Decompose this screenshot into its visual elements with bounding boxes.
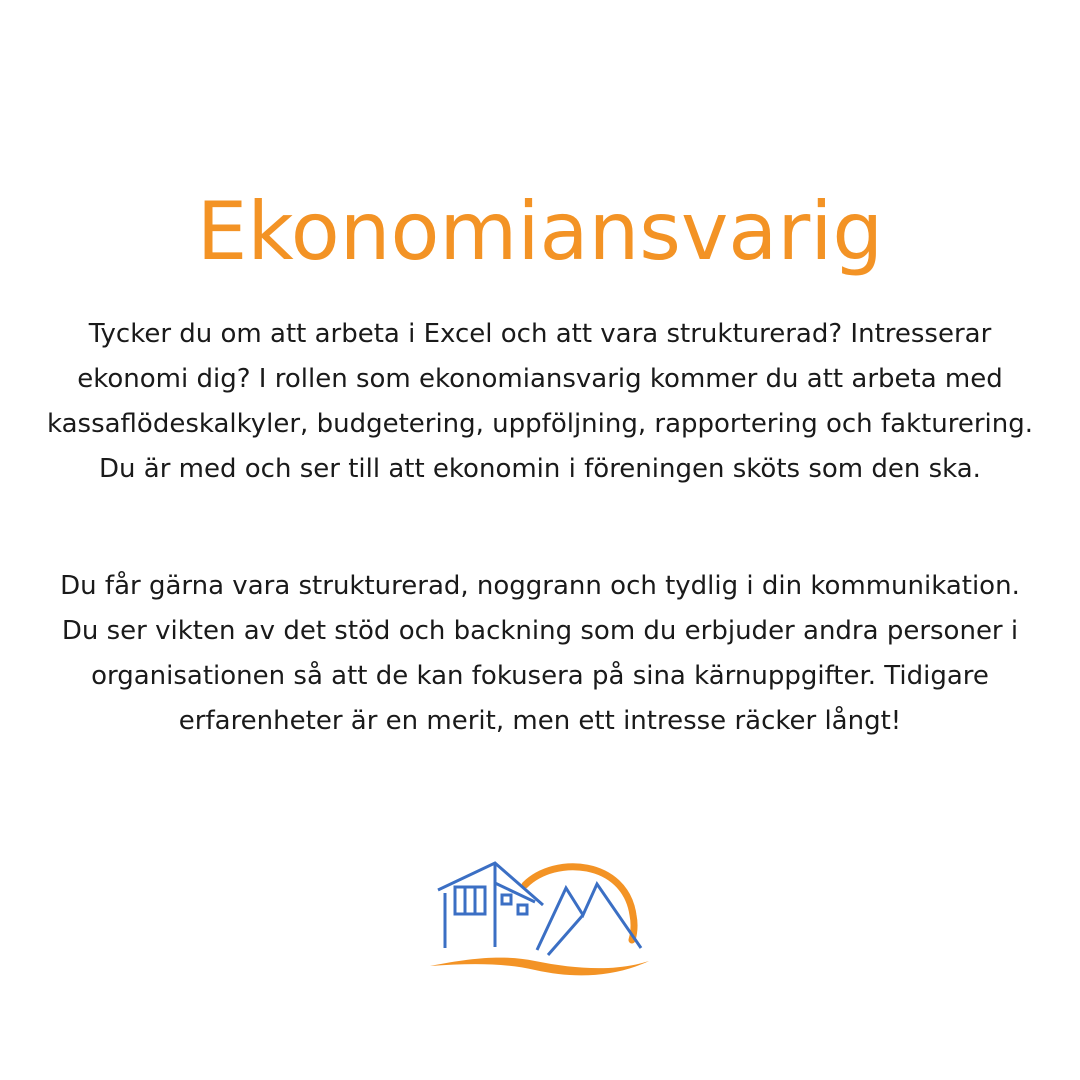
house-window-small-2: [518, 905, 527, 914]
mountain-inner-slope: [548, 915, 583, 955]
logo-graphic: [425, 855, 655, 980]
wave-swoosh: [430, 958, 649, 976]
page-title: Ekonomiansvarig: [196, 184, 884, 278]
house-window-large: [455, 887, 485, 914]
house-window-small-1: [502, 895, 511, 904]
intro-paragraph: Tycker du om att arbeta i Excel och att vara strukturerad? Intresserar ekonomi dig? I rollen som ekonomiansvarig kommer du att arbeta med kassaflödeskalkyler, budgetering, uppföljning, rapportering och fakturering. Du är med och ser till att ekonomin i föreningen sköts som den ska.: [46, 319, 1034, 484]
house-mountain-sun-logo: [425, 855, 655, 980]
requirements-paragraph: Du får gärna vara strukturerad, noggrann och tydlig i din kommunikation. Du ser vikten av det stöd och backning som du erbjuder andra personer i organisationen så att de kan fokusera på sina kärnuppgifter. Tidigare erfarenheter är en merit, men ett intresse räcker långt!: [60, 571, 1020, 736]
